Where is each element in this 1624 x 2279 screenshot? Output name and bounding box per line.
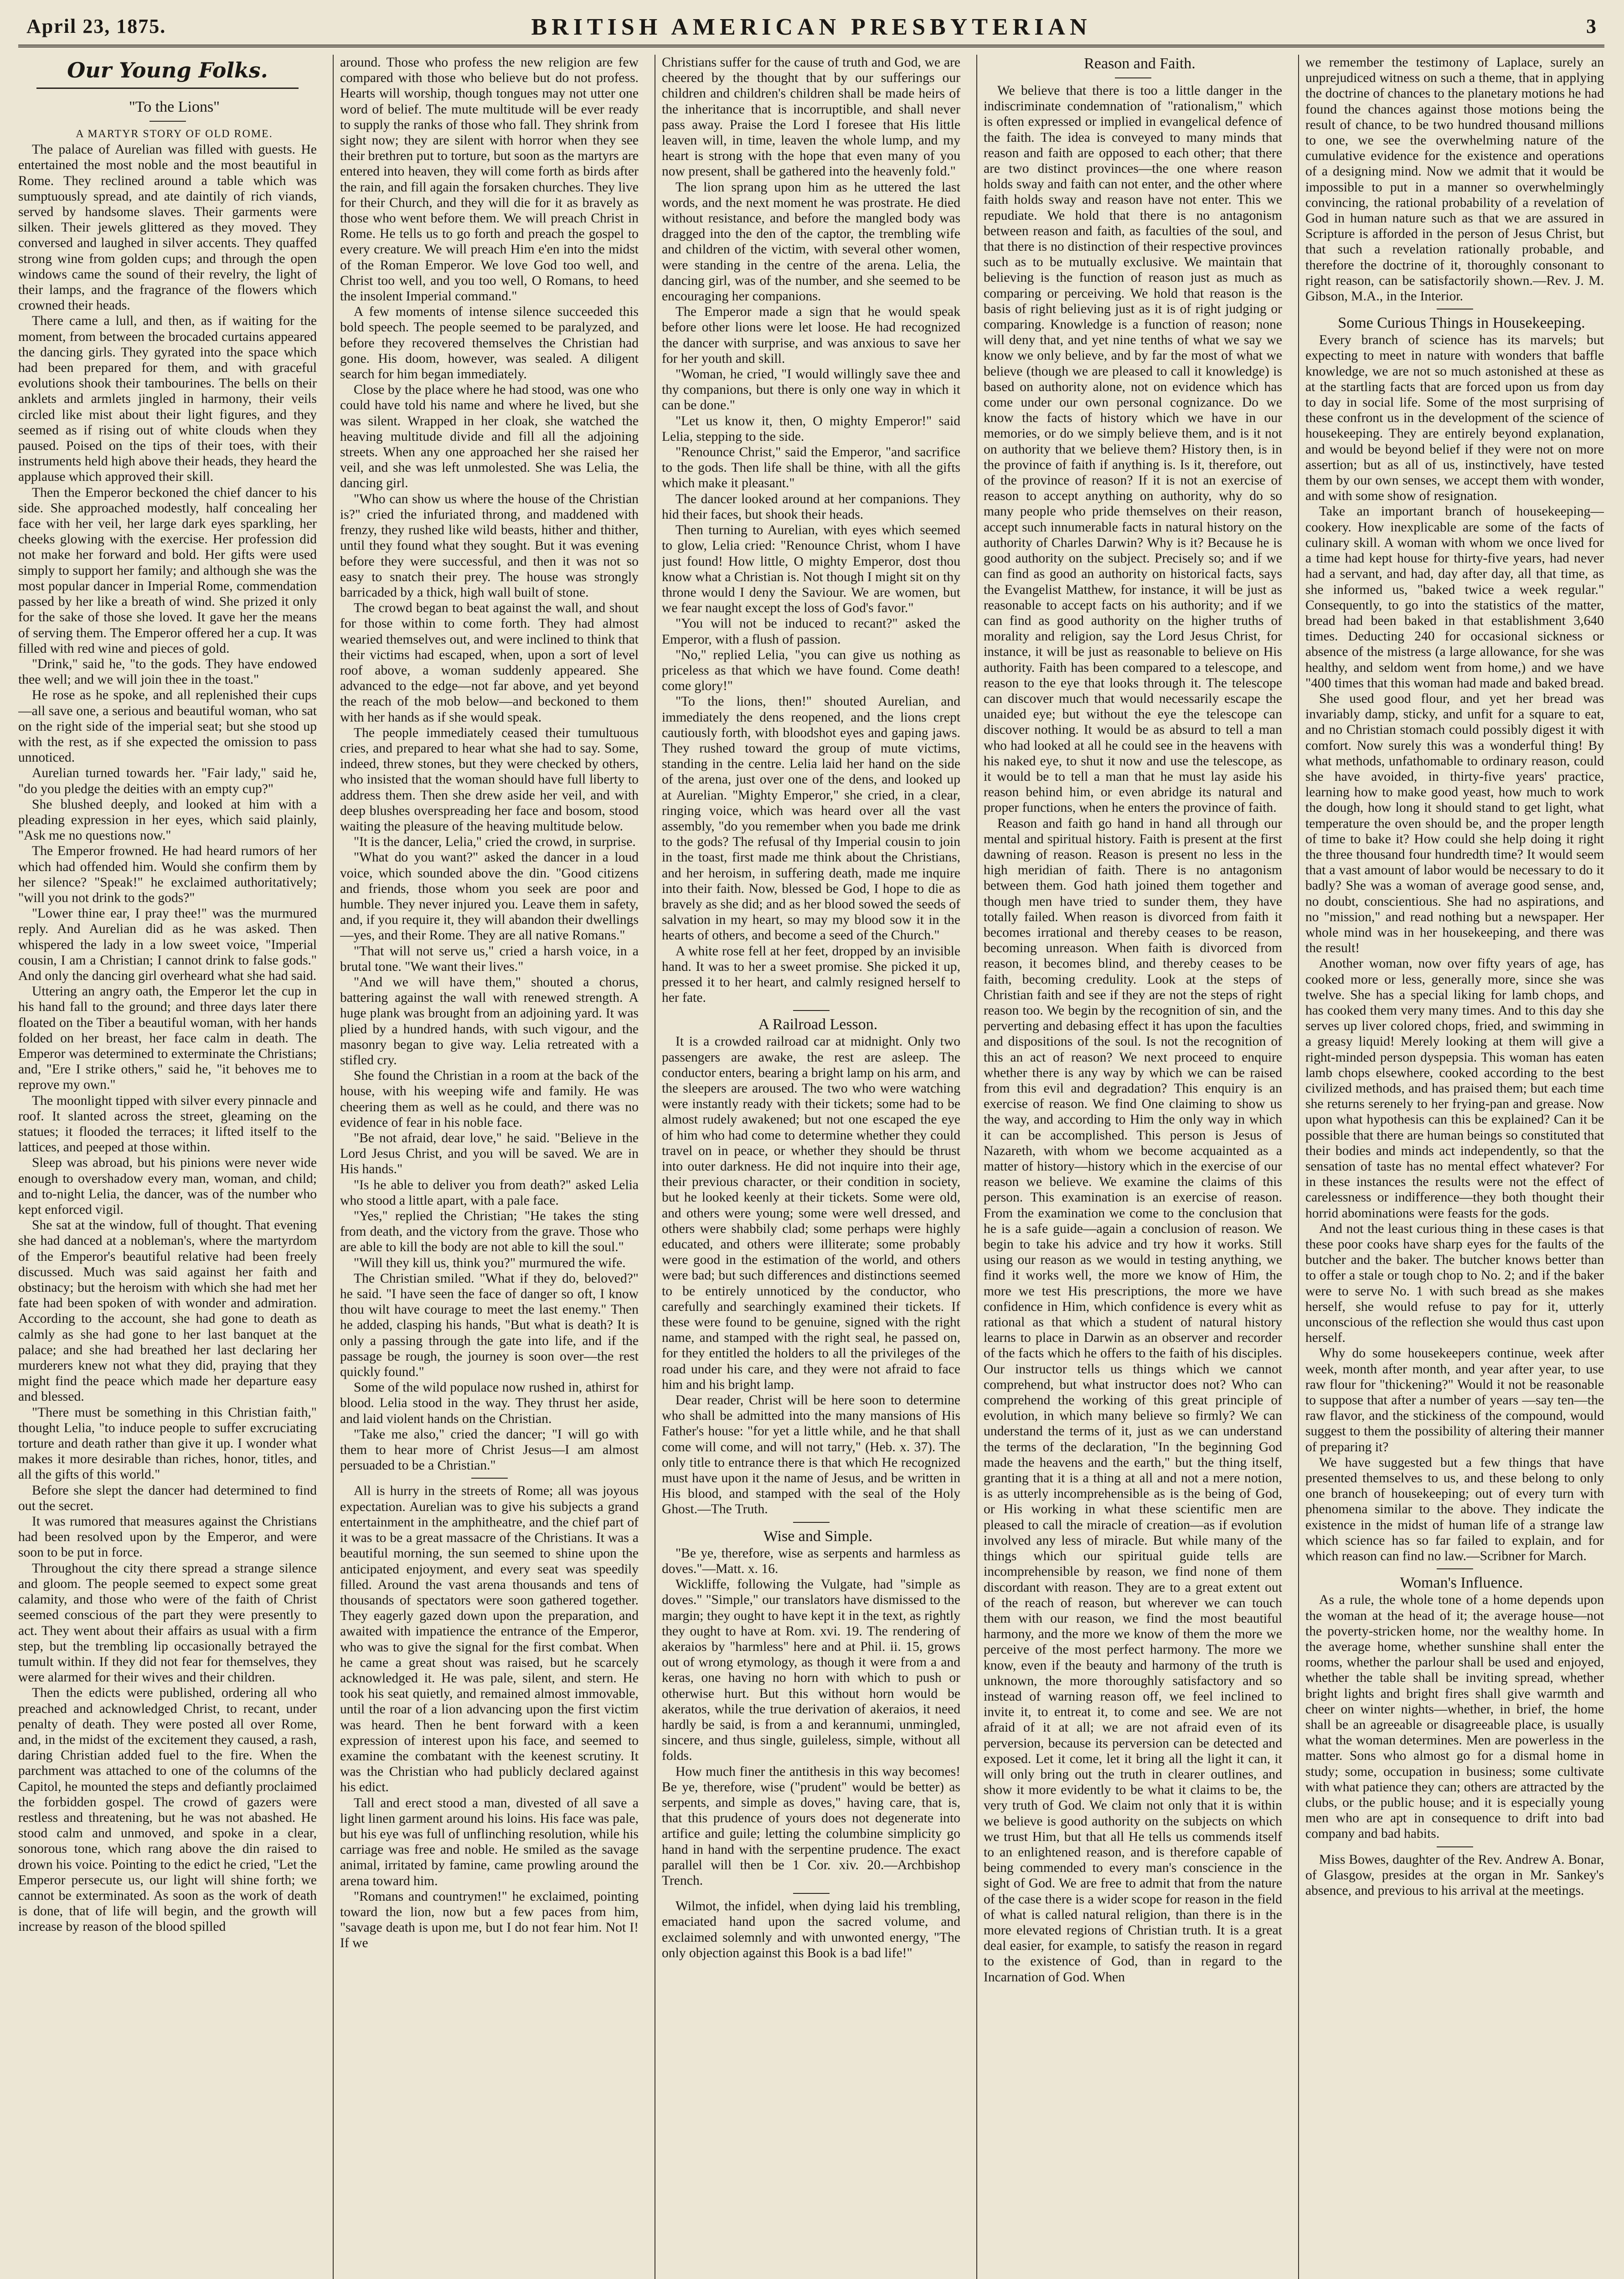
column-2 — [340, 55, 639, 2279]
paragraph: How much finer the antithesis in this way becomes! Be ye, therefore, wise ("prudent" would be better) as serpents, and simple as doves," having care, that is, that this prudence of yours does not degenerate into artifice and guile; letting the columbine simplicity go hand in hand with the serpentine prudence. The exact parallel will then be 1 Cor. xiv. 20.—Archbishop Trench. — [662, 1764, 960, 1888]
column-4 — [984, 55, 1282, 2279]
paragraph: Every branch of science has its marvels; but expecting to meet in nature with wonders that baffle knowledge, we are not so much astonished at these as at the startling facts that are forced upon us from day to day in social life. Some of the most surprising of these confront us in the development of the science of housekeeping. They are entirely beyond explanation, and would be beyond belief if they were not on more assertion; but as all of us, instinctively, have tested them by our own senses, we accept them with wonder, and with some show of resignation. — [1305, 333, 1604, 504]
paragraph: It was rumored that measures against the Christians had been resolved upon by the Emperor, and were soon to be put in force. — [18, 1514, 317, 1560]
paragraph: The crowd began to beat against the wall, and shout for those within to come forth. They had almost wearied themselves out, and were inclined to think that their victims had escaped, when, upon a sort of level roof above, a woman suddenly appeared. She advanced to the edge—not far above, and yet beyond the reach of the mob below—and beckoned to them with her hands as if she would speak. — [340, 601, 639, 725]
paragraph: She found the Christian in a room at the back of the house, with his weeping wife and family. He was cheering them as well as he could, and there was no evidence of fear in his noble face. — [340, 1068, 639, 1130]
divider — [1437, 1568, 1473, 1569]
column-3 — [662, 55, 960, 2279]
paragraph: We have suggested but a few things that have presented themselves to us, and these belong to only one branch of housekeeping; out of every turn with phenomena similar to the above. They indicate the existence in the midst of human life of a strange law which science has so far failed to explain, and for which reason can find no law.—Scribner for March. — [1305, 1455, 1604, 1564]
paragraph: "No," replied Lelia, "you can give us nothing as priceless as that which we have found. Come death! come glory!" — [662, 647, 960, 694]
column-rule — [1298, 55, 1299, 2279]
paragraph: A white rose fell at her feet, dropped by an invisible hand. It was to her a sweet promise. She picked it up, pressed it to her heart, and calmly resigned herself to her fate. — [662, 944, 960, 1005]
paragraph: "That will not serve us," cried a harsh voice, in a brutal tone. "We want their lives." — [340, 944, 639, 974]
paragraph: The palace of Aurelian was filled with guests. He entertained the most noble and the most beautiful in Rome. They reclined around a table which was sumptuously spread, and ate daintily of rich viands, served by handsome slaves. Their garments were silken. Their jewels glittered as they moved. They conversed and laughed in silver accents. They quaffed strong wine from golden cups; and through the open windows came the sound of their revelry, the light of their lamps, and the fragrance of the flowers which crowned their heads. — [18, 142, 317, 313]
paragraph: We believe that there is too a little danger in the indiscriminate condemnation of "rationalism," which is often expressed or implied in evangelical defence of the faith. The idea is conveyed to many minds that reason and faith are opposed to each other; that there are two distinct provinces—the one where reason holds sway and faith can not enter, and the other where faith holds sway and reason have not enter. This we repudiate. We hold that there is no antagonism between reason and faith, as faculties of the soul, and that there is no distinction of their respective provinces such as to be mutually exclusive. We maintain that believing is the function of reason just as much as comparing or perceiving. We hold that reason is the basis of right believing just as it is of right judging or comparing. Knowledge is a function of reason; none will deny that, and yet nine tenths of what we say we know we only believe, and by far the most of what we believe (though we are pleased to call it knowledge) is based on authority alone, not on evidence which has come under our own personal cognizance. Do we know the facts of history which we have in our memories, or do we simply believe them, and is it not on authority that we believe them? History then, is in the province of faith if anything is. Is it, therefore, out of the province of reason? If it is not an exercise of reason to accept anything on authority, why do so many people who pride themselves on their reason, accept such innumerable facts in natural history on the authority of Charles Darwin? Why is it? Because he is good authority on the subject. Precisely so; and if we can find as good an authority on historical facts, says the Evangelist Matthew, for instance, it will be just as reasonable to accept facts on his authority; and if we can find as good authority on the higher truths of morality and religion, say the Lord Jesus Christ, for instance, it will be just as reasonable to believe on His authority. Faith has been compared to a telescope, and reason to the eye that looks through it. The telescope can discover much that would necessarily escape the unaided eye; but without the eye the telescope can discover nothing. It would be as absurd to tell a man who had looked at all he could see in the heavens with his naked eye, to shut it now and use the telescope, as it would be to tell a man that he must lay aside his reason behind him, or even abridge its natural and proper functions, when he enters the province of faith. — [984, 83, 1282, 815]
paragraph: "Yes," replied the Christian; "He takes the sting from death, and the victory from the grave. Those who are able to kill the body are not able to kill the soul." — [340, 1209, 639, 1255]
paragraph: "You will not be induced to recant?" asked the Emperor, with a flush of passion. — [662, 616, 960, 647]
paragraph: The Emperor frowned. He had heard rumors of her which had offended him. Would she confirm them by her silence? "Speak!" he exclaimed authoritatively; "will you not drink to the gods?" — [18, 844, 317, 905]
paragraph: The lion sprang upon him as he uttered the last words, and the next moment he was prostrate. He died without resistance, and before the mangled body was dragged into the den of the captor, the trembling wife and children of the victim, with several other women, were standing in the centre of the arena. Lelia, the dancing girl, was of the number, and she seemed to be encouraging her companions. — [662, 180, 960, 304]
article-title: A Railroad Lesson. — [758, 1016, 878, 1033]
paragraph: "Who can show us where the house of the Christian is?" cried the infuriated throng, and maddened with frenzy, they rushed like wild beasts, hither and thither, until they found what they sought. But it was evening before they were successful, and then it was not so easy to snatch their prey. The house was strongly barricaded by a thick, high wall built of stone. — [340, 491, 639, 600]
paragraph: "Will they kill us, think you?" murmured the wife. — [354, 1255, 626, 1270]
article-title: Wise and Simple. — [763, 1527, 873, 1545]
column-rule — [976, 55, 977, 2279]
paragraph: "Woman, he cried, "I would willingly save thee and thy companions, but there is only one way in which it can be done." — [662, 367, 960, 413]
paper-title: BRITISH AMERICAN PRESBYTERIAN — [531, 14, 1092, 40]
paragraph: "To the lions, then!" shouted Aurelian, and immediately the dens reopened, and the lions crept cautiously forth, with bloodshot eyes and gaping jaws. They rushed toward the group of mute victims, standing in the centre. Lelia laid her hand on the side of the arena, just over one of the dens, and looked up at Aurelian. "Mighty Emperor," she cried, in a clear, ringing voice, which was heard over all the vast assembly, "do you remember when you bade me drink to the gods? The refusal of thy Imperial cousin to join in the toast, first made me think about the Christians, and her heroism, in suffering death, made me inquire into their faith. Now, blessed be God, I hope to die as bravely as she did; and as her blood sowed the seeds of salvation in my heart, so may my blood sow it in the hearts of others, and become a seed of the Church." — [662, 694, 960, 943]
paragraph: Why do some housekeepers continue, week after week, month after month, and year after year, to use raw flour for "thickening?" Would it not be reasonable to suppose that after a number of years —say ten—the raw flavor, and the stickiness of the compound, would suggest to them the possibility of altering their manner of preparing it? — [1305, 1346, 1604, 1454]
divider — [1437, 1846, 1473, 1847]
divider — [471, 1478, 508, 1479]
divider — [36, 88, 299, 89]
divider — [793, 1522, 830, 1523]
issue-date: April 23, 1875. — [26, 15, 166, 37]
paragraph: "There must be something in this Christian faith," thought Lelia, "to induce people to suffer excruciating torture and death rather than give it up. I wonder what makes it more desirable than riches, honor, titles, and all the gifts of this world." — [18, 1405, 317, 1482]
paragraph: The Christian smiled. "What if they do, beloved?" he said. "I have seen the face of danger so oft, I know thou wilt have courage to meet the last enemy." Then he added, clasping his hands, "But what is death? It is only a passing through the gate into life, and if the passage be rough, the journey is soon over—the rest quickly found." — [340, 1271, 639, 1380]
paragraph: "Be ye, therefore, wise as serpents and harmless as doves."—Matt. x. 16. — [662, 1546, 960, 1576]
divider — [150, 121, 186, 122]
paragraph: Throughout the city there spread a strange silence and gloom. The people seemed to expect some great calamity, and those who were of the faith of Christ seemed conscious of the part they were presently to act. They went about their affairs as usual with a firm step, but the trembling lip occasionally betrayed the tumult within. If they did not fear for themselves, they were alarmed for their wives and their children. — [18, 1561, 317, 1685]
paragraph: Wickliffe, following the Vulgate, had "simple as doves." "Simple," our translators have dismissed to the margin; they ought to have kept it in the text, as rightly they ought to have at Rom. xvi. 19. The rendering of akeraios by "harmless" here and at Phil. ii. 15, grows out of wrong etymology, as though it were from a and keras, one having no horn with which to push or otherwise hurt. But this without horn would be akeratos, while the true derivation of akeraios, it need hardly be said, is from a and kerannumi, unmingled, sincere, and thus single, guileless, simple, without all folds. — [662, 1577, 960, 1763]
paragraph: It is a crowded railroad car at midnight. Only two passengers are awake, the rest are asleep. The conductor enters, bearing a bright lamp on his arm, and the sleepers are aroused. The two who were watching were instantly ready with their tickets; some had to be almost rudely awakened; but not one escaped the eye of him who had come to determine whether they could travel on in peace, or whether they should be thrust into outer darkness. He did not inquire into their age, their previous character, or their condition in society, but he looked keenly at their tickets. Some were old, and others were young; some were well dressed, and others were shabbily clad; some perhaps were highly educated, and others were illiterate; some probably were good in the estimation of the world, and others were bad; but such differences and distinctions seemed to be entirely unnoticed by the conductor, who carefully and searchingly examined their tickets. If these were found to be genuine, signed with the right name, and stamped with the right seal, he passed on, for they entitled the holders to all the privileges of the road under his care, and they were not afraid to face him and his bright lamp. — [662, 1034, 960, 1392]
paragraph: The moonlight tipped with silver every pinnacle and roof. It slanted across the street, gleaming on the statues; it flooded the terraces; it lifted itself to the lattices, and peeped at those within. — [18, 1093, 317, 1155]
paragraph: "Drink," said he, "to the gods. They have endowed thee well; and we will join thee in the toast." — [18, 656, 317, 687]
page-number: 3 — [1586, 15, 1596, 37]
paragraph: Tall and erect stood a man, divested of all save a light linen garment around his loins. His face was pale, but his eye was full of unflinching resolution, while his carriage was free and noble. He smiled as the savage animal, irritated by famine, came prowling around the arena toward him. — [340, 1795, 639, 1888]
paragraph: Close by the place where he had stood, was one who could have told his name and where he lived, but she was silent. Wrapped in her cloak, she watched the heaving multitude divide and fill all the adjoining streets. When any one approached her she raised her veil, and she was left unmolested. She was Lelia, the dancing girl. — [340, 382, 639, 491]
paragraph: Aurelian turned towards her. "Fair lady," said he, "do you pledge the deities with an empty cup?" — [18, 766, 317, 796]
paragraph: Reason and faith go hand in hand all through our mental and spiritual history. Faith is present at the first dawning of reason. Reason is present no less in the high meridian of faith. There is no antagonism between them. God hath joined them together and though men have tried to sunder them, they have totally failed. When reason is divorced from faith it becomes irrational and thereby ceases to be reason, becoming unreason. When faith is divorced from reason, it becomes blind, and thereby ceases to be faith, becoming credulity. Look at the steps of Christian faith and see if they are not the steps of right reason too. We begin by the recognition of sin, and the perverting and debasing effect it has upon the faculties and dispositions of the soul. Is not the recognition of this an act of reason? We next proceed to enquire whether there is any way by which we can be raised from this evil and degradation? This enquiry is an exercise of reason. We find One claiming to show us the way, and according to Him the only way in which it can be accomplished. This person is Jesus of Nazareth, with whom we become acquainted as a matter of history—history which in the exercise of our reason we believe. We examine the claims of this person. This examination is an exercise of reason. From the examination we come to the conclusion that he is a safe guide—again a conclusion of reason. We begin to take his advice and try how it works. Still using our reason as we would in testing anything, we find it works well, the more we know of Him, the more we test His prescriptions, the more we have confidence in Him, which confidence is every whit as rational as that which a student of natural history learns to place in Darwin as an observer and recorder of the facts which he offers to the faith of his disciples. Our instructor tells us things which we cannot comprehend, but what instructor does not? Who can comprehend the working of this great principle of evolution, in which many believe so firmly? We can understand the terms of it, just as we can understand the terms of the declaration, "In the beginning God made the heavens and the earth," but the thing itself, granting that it is a thing at all and not a mere notion, is as utterly incomprehensible as is the being of God, or His working in what these scientific men are pleased to call the miracle of creation—as if evolution involved any less of miracle. But while many of the things which our spiritual guide tells are incomprehensible by reason, we find none of them discordant with reason. They are to a great extent out of the reach of reason, but wherever we can touch them with our reason, we find the most beautiful harmony, and the more we know of them the more we perceive of the most perfect harmony. The more we know, even if the beauty and harmony of the truth is unknown, the more thoroughly satisfactory and so instead of warning reason off, we feel inclined to invite it, to entreat it, to come and see. We are not afraid of it at all; we are not afraid even of its perversion, because its perversion can be detected and exposed. Let it come, let it bring all the light it can, it will only bring out the truth in clearer outlines, and show it more evidently to be what it claims to be, the very truth of God. We claim not only that it is within we believe is good authority on the subjects on which we trust Him, but that all He tells us commends itself to an enlightened reason, and is therefore capable of being commended to every man's conscience in the sight of God. We are free to admit that from the nature of the case there is a wider scope for reason in the field of what is called natural religion, than there is in the more elevated regions of Christian truth. It is a great deal easier, for example, to satisfy the reason in regard to the existence of God, than in regard to the Incarnation of God. When — [984, 816, 1282, 1985]
column-1 — [18, 55, 317, 2279]
divider — [1115, 77, 1151, 78]
paragraph: All is hurry in the streets of Rome; all was joyous expectation. Aurelian was to give his subjects a grand entertainment in the amphitheatre, and the chief part of it was to be a great massacre of the Christians. It was a beautiful morning, the sun seemed to shine upon the anticipated enjoyment, and every seat was speedily filled. Around the vast arena thousands and tens of thousands of spectators were soon gathered together. They eagerly gazed down upon the preparation, and awaited with impatience the entrance of the Emperor, who was to give the signal for the first combat. When he came a great shout was raised, but he scarcely acknowledged it. He was pale, silent, and stern. He took his seat quietly, and remained almost immovable, until the roar of a lion advancing upon the first victim was heard. Then he bent forward with a keen expression of interest upon his face, and seemed to examine the combatant with the keenest scrutiny. It was the Christian who had publicly declared against his edict. — [340, 1484, 639, 1795]
paragraph: Sleep was abroad, but his pinions were never wide enough to overshadow every man, woman, and child; and to-night Lelia, the dancer, was of the number who kept enforced vigil. — [18, 1155, 317, 1217]
paragraph: Take an important branch of housekeeping—cookery. How inexplicable are some of the facts of culinary skill. A woman with whom we once lived for a time had kept house for thirty-five years, had never had a servant, and had, day after day, all that time, as she informed us, "baked twice a week regular." Consequently, to go into the statistics of the matter, bread had been baked in that establishment 3,640 times. Deducting 240 for occasional sickness or absence of the mistress (a large allowance, for she was healthy, and seldom went from home,) and we have "400 times that this woman had made and baked bread. — [1305, 504, 1604, 691]
paragraph: around. Those who profess the new religion are few compared with those who believe but do not profess. Hearts will worship, though tongues may not utter one word of belief. The mute multitude will be ever ready to supply the ranks of those who fall. They shrink from sight now; they are silent with horror when they see their brethren put to torture, but soon as the martyrs are entered into heaven, they will come forth as birds after the rain, and fill again the forsaken churches. They live for their Church, and they will die for it as bravely as those who went before them. We will preach Christ in Rome. He tells us to go forth and preach the gospel to every creature. We will preach Him e'en into the midst of the Roman Emperor. We love God too well, and Christ too well, and you too well, O Romans, to heed the insolent Imperial command." — [340, 55, 639, 304]
paragraph: Some of the wild populace now rushed in, athirst for blood. Lelia stood in the way. They thrust her aside, and laid violent hands on the Christian. — [340, 1380, 639, 1426]
article-title: Woman's Influence. — [1400, 1574, 1523, 1592]
column-rule — [333, 55, 334, 2279]
paragraph: we remember the testimony of Laplace, surely an unprejudiced witness on such a theme, that in applying the doctrine of chances to the planetary motions he had found the chances against those motions being the result of chance, to be two hundred thousand millions to one, we see the overwhelming nature of the cumulative evidence for the existence and operations of a designing mind. Now we admit that it would be impossible to put in a manner so overwhelmingly convincing, the rational probability of a revelation of God in human nature such as that we are assured in Scripture is afforded in the person of Jesus Christ, but that such a revelation rationally probable, and therefore the doctrine of it, thoroughly consonant to right reason, can be satisfactorily shown.—Rev. J. M. Gibson, M.A., in the Interior. — [1305, 55, 1604, 304]
paragraph: Then the Emperor beckoned the chief dancer to his side. She approached modestly, half concealing her face with her veil, her large dark eyes sparkling, her cheeks glowing with the exercise. Her profession did not make her forward and bold. Her gifts were used simply to support her family; and although she was the most popular dancer in Imperial Rome, commendation passed by her like a breath of wind. She prized it only for the sake of those she loved. It gave her the means of serving them. The Emperor offered her a cup. It was filled with red wine and pieces of gold. — [18, 485, 317, 656]
paragraph: Another woman, now over fifty years of age, has cooked more or less, generally more, since she was twelve. She has a special liking for lamb chops, and has cooked them very many times. And to this day she serves up liver colored chops, fried, and swimming in a greasy liquid! Merely looking at them will give a right-minded person dyspepsia. This woman has eaten lamb chops elsewhere, cooked according to the best civilized methods, and has praised them; but each time she returns serenely to her frying-pan and grease. Now upon what hypothesis can this be explained? Can it be possible that there are human beings so constituted that their bodies and minds act independently, so that the sensation of taste has no mental effect whatever? For in these instances the results were not the effect of carelessness or indifference—they both thought their horrid abominations were feasts for the gods. — [1305, 956, 1604, 1221]
paragraph: "Is he able to deliver you from death?" asked Lelia who stood a little apart, with a pale face. — [340, 1177, 639, 1208]
paragraph: "Renounce Christ," said the Emperor, "and sacrifice to the gods. Then life shall be thine, with all the gifts which make it pleasant." — [662, 445, 960, 491]
paragraph: There came a lull, and then, as if waiting for the moment, from between the brocaded curtains appeared the dancing girls. They gyrated into the space which had been prepared for them, and with graceful evolutions shook their tambourines. The bells on their anklets and armlets jingled in harmony, their veils circled like mist about their light figures, and they seemed as if rising out of white clouds when they paused. Poised on the tips of their toes, with their instruments held high above their heads, they heard the applause which approved their skill. — [18, 314, 317, 485]
article-title: Reason and Faith. — [1084, 55, 1196, 72]
paragraph: She sat at the window, full of thought. That evening she had danced at a nobleman's, where the martyrdom of the Emperor's beautiful relative had been freely discussed. Much was said against her faith and obstinacy; but the heroism with which she had met her fate had been spoken of with wonder and admiration. According to the account, she had gone to death as calmly as she had gone to her last banquet at the palace; and she had breathed her last declaring her murderers knew not what they did, praying that they might find the peace which made her departure easy and blessed. — [18, 1218, 317, 1404]
paragraph: Before she slept the dancer had determined to find out the secret. — [18, 1483, 317, 1513]
paragraph: She blushed deeply, and looked at him with a pleading expression in her eyes, which said plainly, "Ask me no questions now." — [18, 797, 317, 843]
paragraph: "What do you want?" asked the dancer in a loud voice, which sounded above the din. "Good citizens and friends, those whom you seek are poor and humble. They never injured you. Leave them in safety, and, if you require it, they will abandon their dwellings—yes, and their Rome. They are all native Romans." — [340, 850, 639, 943]
paragraph: Dear reader, Christ will be here soon to determine who shall be admitted into the many mansions of His Father's house: "for yet a little while, and he that shall come will come, and will not tarry," (Heb. x. 37). The only title to entrance there is that which He recognized must have upon it the name of Jesus, and be written in His blood, and stamped with the seal of the Holy Ghost.—The Truth. — [662, 1393, 960, 1517]
paragraph: "Romans and countrymen!" he exclaimed, pointing toward the lion, now but a few paces from him, "savage death is upon me, but I do not fear him. Not I! If we — [340, 1889, 639, 1951]
paragraph: The Emperor made a sign that he would speak before other lions were let loose. He had recognized the dancer with surprise, and was anxious to save her for her youth and skill. — [662, 304, 960, 366]
article-title: "To the Lions" — [129, 98, 220, 115]
paragraph: Miss Bowes, daughter of the Rev. Andrew A. Bonar, of Glasgow, presides at the organ in Mr. Sankey's absence, and previous to his arrival at the meetings. — [1305, 1852, 1604, 1898]
paragraph: "It is the dancer, Lelia," cried the crowd, in surprise. — [354, 835, 636, 850]
paragraph: "Lower thine ear, I pray thee!" was the murmured reply. And Aurelian did as he was asked. Then whispered the lady in a low sweet voice, "Imperial cousin, I am a Christian; I cannot drink to false gods." And only the dancing girl overheard what she had said. — [18, 906, 317, 983]
paragraph: Then the edicts were published, ordering all who preached and acknowledged Christ, to recant, under penalty of death. They were posted all over Rome, and, in the midst of the excitement they caused, a rash, daring Christian added fuel to the fire. When the parchment was attached to one of the columns of the Capitol, he mounted the steps and defiantly proclaimed the forbidden gospel. The crowd of gazers were restless and threatening, but he was not abashed. He stood calm and unmoved, and spoke in a clear, sonorous tone, which rang above the din raised to drown his voice. Pointing to the edict he cried, "Let the Emperor persecute us, our light will shine forth; we cannot be exterminated. As soon as the work of death is done, that of life will begin, and the growth will increase by reason of the blood spilled — [18, 1686, 317, 1934]
paragraph: As a rule, the whole tone of a home depends upon the woman at the head of it; the average house—not the poverty-stricken home, nor the wealthy home. In the average home, whether sunshine shall enter the rooms, whether the parlour shall be used and enjoyed, whether the table shall be inviting spread, whether bright lights and bright fires shall give warmth and cheer on winter nights—whether, in brief, the home shall be an agreeable or disagreeable place, is usually what the woman determines. Men are powerless in the matter. Sons who almost go for a dismal home in study; some, occupation in business; some cultivate with what patience they can; others are attracted by the clubs, or the public house; and it is especially young men who are apt in consequence to drift into bad company and bad habits. — [1305, 1593, 1604, 1841]
paragraph: Uttering an angry oath, the Emperor let the cup in his hand fall to the ground; and three days later there floated on the Tiber a beautiful woman, with her hands folded on her breast, her face calm in death. The Emperor was determined to exterminate the Christians; and, "Ere I strike others," said he, "it behoves me to reprove my own." — [18, 984, 317, 1093]
divider — [793, 1893, 830, 1894]
paragraph: "Take me also," cried the dancer; "I will go with them to hear more of Christ Jesus—I am almost persuaded to be a Christian." — [340, 1427, 639, 1473]
paragraph: Then turning to Aurelian, with eyes which seemed to glow, Lelia cried: "Renounce Christ, whom I have just found! How little, O mighty Emperor, dost thou know what a Christian is. Not though I might sit on thy throne would I deny the Saviour. We are women, but we fear naught except the loss of God's favor." — [662, 523, 960, 616]
paragraph: He rose as he spoke, and all replenished their cups—all save one, a serious and beautiful woman, who sat on the right side of the imperial seat; but she stood up with the rest, as if she expected the omission to pass unnoticed. — [18, 688, 317, 765]
article-title: Some Curious Things in Housekeeping. — [1338, 315, 1585, 332]
paragraph: The dancer looked around at her companions. They hid their faces, but shook their heads. — [662, 491, 960, 522]
divider — [793, 1010, 830, 1011]
paragraph: "Be not afraid, dear love," he said. "Believe in the Lord Jesus Christ, and you will be saved. We are in His hands." — [340, 1131, 639, 1177]
paragraph: A few moments of intense silence succeeded this bold speech. The people seemed to be paralyzed, and before they recovered themselves the Christian had gone. His doom, however, was sealed. A diligent search for him began immediately. — [340, 304, 639, 382]
paragraph: The people immediately ceased their tumultuous cries, and prepared to hear what she had to say. Some, indeed, threw stones, but they were checked by others, who insisted that the woman should have full liberty to address them. Then she drew aside her veil, and with deep blushes overspreading her face and bosom, stood waiting the pleasure of the heaving multitude below. — [340, 725, 639, 834]
masthead — [18, 13, 1604, 47]
department-heading: Our Young Folks. — [67, 58, 268, 82]
paragraph: Christians suffer for the cause of truth and God, we are cheered by the thought that by our sufferings our children and children's children shall be made heirs of the inheritance that is incorruptible, and shall never pass away. Praise the Lord I foresee that His little leaven will, in time, leaven the whole lump, and my heart is strong with the hope that even many of you now present, shall be gathered into the heavenly fold." — [662, 55, 960, 179]
paragraph: She used good flour, and yet her bread was invariably damp, sticky, and unfit for a square to eat, and no Christian stomach could possibly digest it with comfort. Now surely this was a wonderful thing! By what methods, unfathomable to ordinary reason, could she have avoided, in thirty-five years' practice, learning how to make good yeast, how much to work the dough, how long it should stand to get light, what temperature the oven should be, and the proper length of time to bake it? How could she help doing it right the three thousand four hundredth time? It would seem that a vast amount of labor would be necessary to do it badly? She was a woman of average good sense, and, no doubt, conscientious. She had no aspirations, and no "mission," and read nothing but a newspaper. Her whole mind was in her housekeeping, and there was the result! — [1305, 691, 1604, 956]
column-5 — [1305, 55, 1604, 2279]
newspaper-page — [18, 13, 1604, 2279]
article-subtitle: A MARTYR STORY OF OLD ROME. — [76, 128, 273, 140]
paragraph: "And we will have them," shouted a chorus, battering against the wall with renewed strength. A huge plank was brought from an adjoining yard. It was plied by a hundred hands, with such vigour, and the masonry began to give way. Lelia retreated with a stifled cry. — [340, 975, 639, 1067]
paragraph: "Let us know it, then, O mighty Emperor!" said Lelia, stepping to the side. — [662, 413, 960, 444]
paragraph: Wilmot, the infidel, when dying laid his trembling, emaciated hand upon the sacred volume, and exclaimed solemnly and with unwonted energy, "The only objection against this Book is a bad life!" — [662, 1899, 960, 1960]
paragraph: And not the least curious thing in these cases is that these poor cooks have sharp eyes for the faults of the butcher and the baker. The butcher knows better than to offer a stale or tough chop to No. 2; and if the baker were to serve No. 1 with such bread as she makes herself, she would refuse to pay for it, utterly unconscious of the reflection she would thus cast upon herself. — [1305, 1221, 1604, 1346]
